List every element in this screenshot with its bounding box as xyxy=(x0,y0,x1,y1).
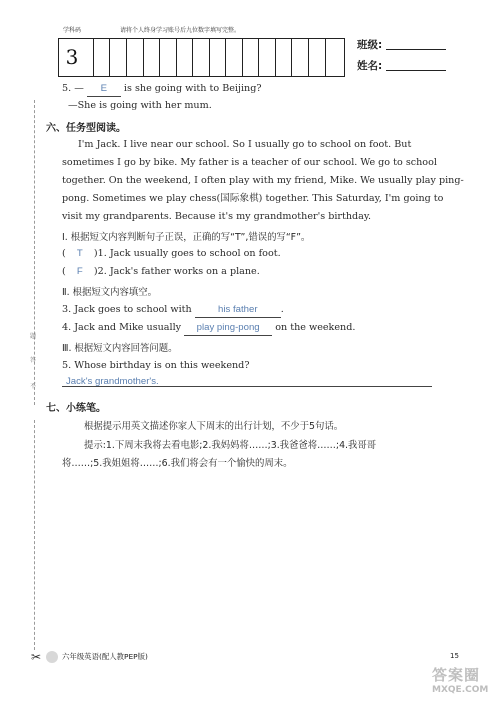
passage-line: I'm Jack. I live near our school. So I usually go to school on foot. But xyxy=(78,139,412,150)
q2-open-paren: ( xyxy=(62,266,66,277)
class-label: 班级: xyxy=(357,39,383,51)
id-digit-box[interactable] xyxy=(242,39,260,76)
id-digit-box[interactable] xyxy=(109,39,127,76)
q5-answer: E xyxy=(87,81,121,97)
margin-mark: 题 xyxy=(30,333,37,340)
binding-dash-line xyxy=(34,420,35,650)
margin-mark: 不 xyxy=(30,383,37,390)
q5-answer: Jack's grandmother's. xyxy=(66,376,159,387)
id-digit-box[interactable] xyxy=(143,39,161,76)
q4-row xyxy=(62,320,355,336)
id-digit-box[interactable] xyxy=(93,39,111,76)
header-instruction: 请将个人终身学习账号后九位数字填写完整。 xyxy=(120,27,241,34)
margin-mark: 答 xyxy=(30,357,37,364)
q4-prefix: 4. Jack and Mike usually xyxy=(62,322,182,333)
id-digit-box[interactable] xyxy=(308,39,326,76)
page-number: 15 xyxy=(450,652,459,660)
q1-text: 1. Jack usually goes to school on foot. xyxy=(97,248,281,259)
passage-line: visit my grandparents. Because it's my grandmother's birthday. xyxy=(62,211,372,222)
section7-instruction: 根据提示用英文描述你家人下周末的出行计划，不少于5句话。 xyxy=(84,421,344,432)
id-digit-box[interactable] xyxy=(258,39,276,76)
watermark-url: MXQE.COM xyxy=(432,685,489,695)
q5-question: 5. Whose birthday is on this weekend? xyxy=(62,360,250,371)
q2-close-paren: ) xyxy=(93,266,98,277)
id-digit-box[interactable] xyxy=(209,39,227,76)
q3-row xyxy=(62,302,284,318)
id-digit-box[interactable] xyxy=(275,39,293,76)
q1-answer: T xyxy=(76,248,83,259)
watermark-text: 答案圈 xyxy=(432,666,481,684)
q1-open-paren: ( xyxy=(62,248,66,259)
section7-hint-line2: 将……;5.我姐姐将……;6.我们将会有一个愉快的周末。 xyxy=(62,458,293,469)
q5-prefix: 5. — xyxy=(62,83,84,94)
student-id-grid xyxy=(58,38,345,77)
id-digit-box[interactable] xyxy=(291,39,309,76)
circle-bullet-icon xyxy=(46,651,58,663)
class-field[interactable] xyxy=(386,49,446,50)
part1-title: Ⅰ. 根据短文内容判断句子正误，正确的写“T”,错误的写“F”。 xyxy=(62,232,311,243)
q2-text: 2. Jack's father works on a plane. xyxy=(97,266,260,277)
section6-title: 六、任务型阅读。 xyxy=(46,123,126,134)
footer-book-title: 六年级英语(配人教PEP版) xyxy=(62,652,148,661)
q1-close-paren: ) xyxy=(93,248,98,259)
q4-answer: play ping-pong xyxy=(184,320,272,336)
subject-code-label: 学科码 xyxy=(63,27,82,34)
part2-title: Ⅱ. 根据短文内容填空。 xyxy=(62,287,157,298)
q5-dialogue-line1 xyxy=(62,81,262,97)
q5-dialogue-line2: —She is going with her mum. xyxy=(68,100,212,111)
subject-code-digit: 3 xyxy=(65,45,79,69)
q3-answer: his father xyxy=(195,302,281,318)
q2-answer: F xyxy=(76,266,83,277)
q2-row xyxy=(62,264,260,279)
id-digit-box[interactable] xyxy=(176,39,194,76)
scissors-icon: ✂ xyxy=(31,650,42,664)
q3-suffix: . xyxy=(280,304,284,315)
passage-line: sometimes I go by bike. My father is a teacher of our school. We go to school xyxy=(62,157,437,168)
part3-title: Ⅲ. 根据短文内容回答问题。 xyxy=(62,343,178,354)
passage-line: pong. Sometimes we play chess(国际象棋) together. This Saturday, I'm going to xyxy=(62,193,444,204)
section7-hint-line1: 提示:1.下周末我将去看电影;2.我妈妈将……;3.我爸爸将……;4.我哥哥 xyxy=(84,440,377,451)
q3-prefix: 3. Jack goes to school with xyxy=(62,304,192,315)
id-digit-box[interactable] xyxy=(159,39,177,76)
id-digit-box[interactable] xyxy=(192,39,210,76)
section7-title: 七、小练笔。 xyxy=(46,403,106,414)
passage-line: together. On the weekend, I often play with my friend, Mike. We usually play ping- xyxy=(62,175,464,186)
q5-suffix: is she going with to Beijing? xyxy=(123,83,262,94)
name-field[interactable] xyxy=(386,70,446,71)
id-digit-box[interactable] xyxy=(325,39,343,76)
q4-suffix: on the weekend. xyxy=(275,322,356,333)
id-digit-box[interactable] xyxy=(126,39,144,76)
id-digit-box[interactable] xyxy=(225,39,243,76)
q1-row xyxy=(62,246,281,261)
name-label: 姓名: xyxy=(357,60,383,72)
watermark-logo xyxy=(432,664,496,704)
